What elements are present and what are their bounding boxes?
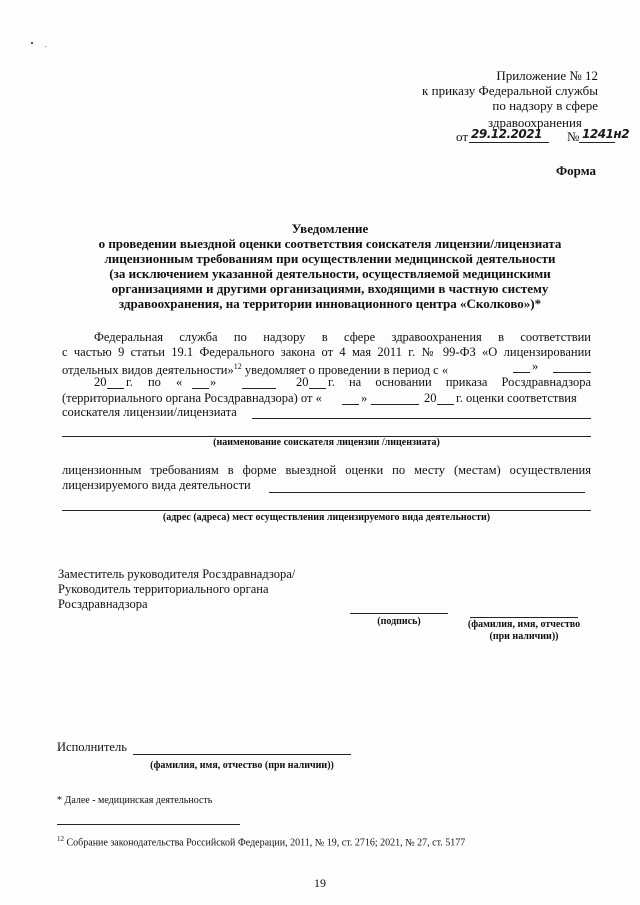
blank-year-2 bbox=[309, 388, 326, 389]
appendix-number-handwritten: 1241н2 bbox=[582, 127, 630, 141]
caption-signature: (подпись) bbox=[377, 616, 421, 627]
signatory-line: Заместитель руководителя Росздравнадзора/ bbox=[58, 567, 296, 581]
footnote-star: * Далее - медицинская деятельность bbox=[57, 795, 213, 806]
appendix-line: здравоохранения bbox=[488, 115, 582, 130]
caption-applicant: (наименование соискателя лицензии /лицензиата) bbox=[213, 437, 440, 448]
signature-blank[interactable] bbox=[350, 613, 448, 614]
fullname-blank[interactable] bbox=[470, 617, 578, 618]
appendix-date-handwritten: 29.12.2021 bbox=[471, 127, 542, 141]
body-line: лицензионным требованиям в форме выездной оценки по месту (местам) осуществления bbox=[62, 463, 591, 477]
body-text: соискателя лицензии/лицензиата bbox=[62, 405, 237, 419]
appendix-block bbox=[330, 68, 598, 113]
page-number: 19 bbox=[314, 876, 326, 890]
scan-speck bbox=[45, 46, 46, 47]
executor-label: Исполнитель bbox=[57, 740, 127, 754]
body-line: Федеральная служба по надзору в сфере здравоохранения в соответствии bbox=[94, 330, 591, 344]
caption-address: (адрес (адреса) мест осуществления лицензируемого вида деятельности) bbox=[162, 512, 491, 523]
body-text: » bbox=[361, 391, 368, 405]
scan-speck bbox=[31, 42, 33, 44]
appendix-date-prefix: от bbox=[456, 129, 469, 144]
body-text: г. оценки соответствия bbox=[456, 391, 577, 405]
signatory-line: Руководитель территориального органа bbox=[58, 582, 269, 596]
form-label: Форма bbox=[556, 163, 596, 178]
body-text: » bbox=[210, 375, 217, 389]
appendix-line: по надзору в сфере bbox=[492, 98, 598, 113]
footnote-text: Собрание законодательства Российской Федерации, 2011, № 19, ст. 2716; 2021, № 27, ст. 5177 bbox=[64, 837, 466, 849]
appendix-number-prefix: № bbox=[567, 129, 580, 144]
caption-line: (фамилия, имя, отчество bbox=[467, 619, 581, 630]
body-text: уведомляет о проведении в период с « bbox=[241, 363, 449, 378]
footnote-separator bbox=[57, 824, 240, 825]
blank-month-3 bbox=[371, 404, 419, 405]
date-underline bbox=[469, 142, 549, 143]
title-line: о проведении выездной оценки соответствия соискателя лицензии/лицензиата bbox=[98, 236, 562, 251]
appendix-line: к приказу Федеральной службы bbox=[422, 83, 598, 98]
blank-month-2 bbox=[242, 388, 276, 389]
caption-line: (при наличии)) bbox=[489, 631, 559, 642]
blank-month-1 bbox=[553, 372, 591, 373]
body-text: » bbox=[532, 359, 539, 373]
footnote-mark: 12 bbox=[57, 835, 64, 843]
blank-year-3 bbox=[437, 404, 454, 405]
body-text: г. на основании приказа Росздравнадзора bbox=[328, 375, 591, 389]
appendix-line: Приложение № 12 bbox=[496, 68, 598, 83]
footnote-12 bbox=[57, 833, 465, 849]
address-blank-2[interactable] bbox=[62, 510, 591, 511]
body-text: г. по « bbox=[126, 375, 183, 389]
footnote-ref: 12 bbox=[233, 362, 242, 371]
signatory-line: Росздравнадзора bbox=[58, 597, 148, 611]
executor-blank[interactable] bbox=[133, 754, 351, 755]
body-text: 20 bbox=[296, 375, 309, 389]
caption-executor: (фамилия, имя, отчество (при наличии)) bbox=[150, 760, 334, 771]
blank-day-2 bbox=[192, 388, 209, 389]
blank-day-3 bbox=[342, 404, 359, 405]
address-blank[interactable] bbox=[269, 492, 585, 493]
body-text: 20 bbox=[424, 391, 437, 405]
applicant-name-blank[interactable] bbox=[252, 418, 591, 419]
body-text: лицензируемого вида деятельности bbox=[62, 478, 251, 492]
blank-year-1 bbox=[107, 388, 124, 389]
signatory-block bbox=[58, 567, 295, 612]
body-text: 20 bbox=[94, 375, 107, 389]
title-line: организациями и другими организациями, входящими в частную систему bbox=[111, 281, 549, 296]
title-line: здравоохранения, на территории инновационного центра «Сколково»)* bbox=[118, 296, 542, 311]
document-title bbox=[60, 221, 600, 311]
body-text: отдельных видов деятельности» bbox=[62, 363, 234, 378]
title-line: лицензионным требованиям при осуществлении медицинской деятельности bbox=[104, 251, 556, 266]
body-text: (территориального органа Росздравнадзора) от « bbox=[62, 391, 322, 405]
body-line: с частью 9 статьи 19.1 Федерального закона от 4 мая 2011 г. № 99-ФЗ «О лицензировании bbox=[62, 345, 591, 359]
caption-fullname bbox=[460, 619, 588, 643]
blank-day-1 bbox=[513, 372, 530, 373]
number-underline bbox=[579, 142, 615, 143]
title-heading: Уведомление bbox=[291, 221, 369, 236]
title-line: (за исключением указанной деятельности, осуществляемой медицинскими bbox=[109, 266, 551, 281]
